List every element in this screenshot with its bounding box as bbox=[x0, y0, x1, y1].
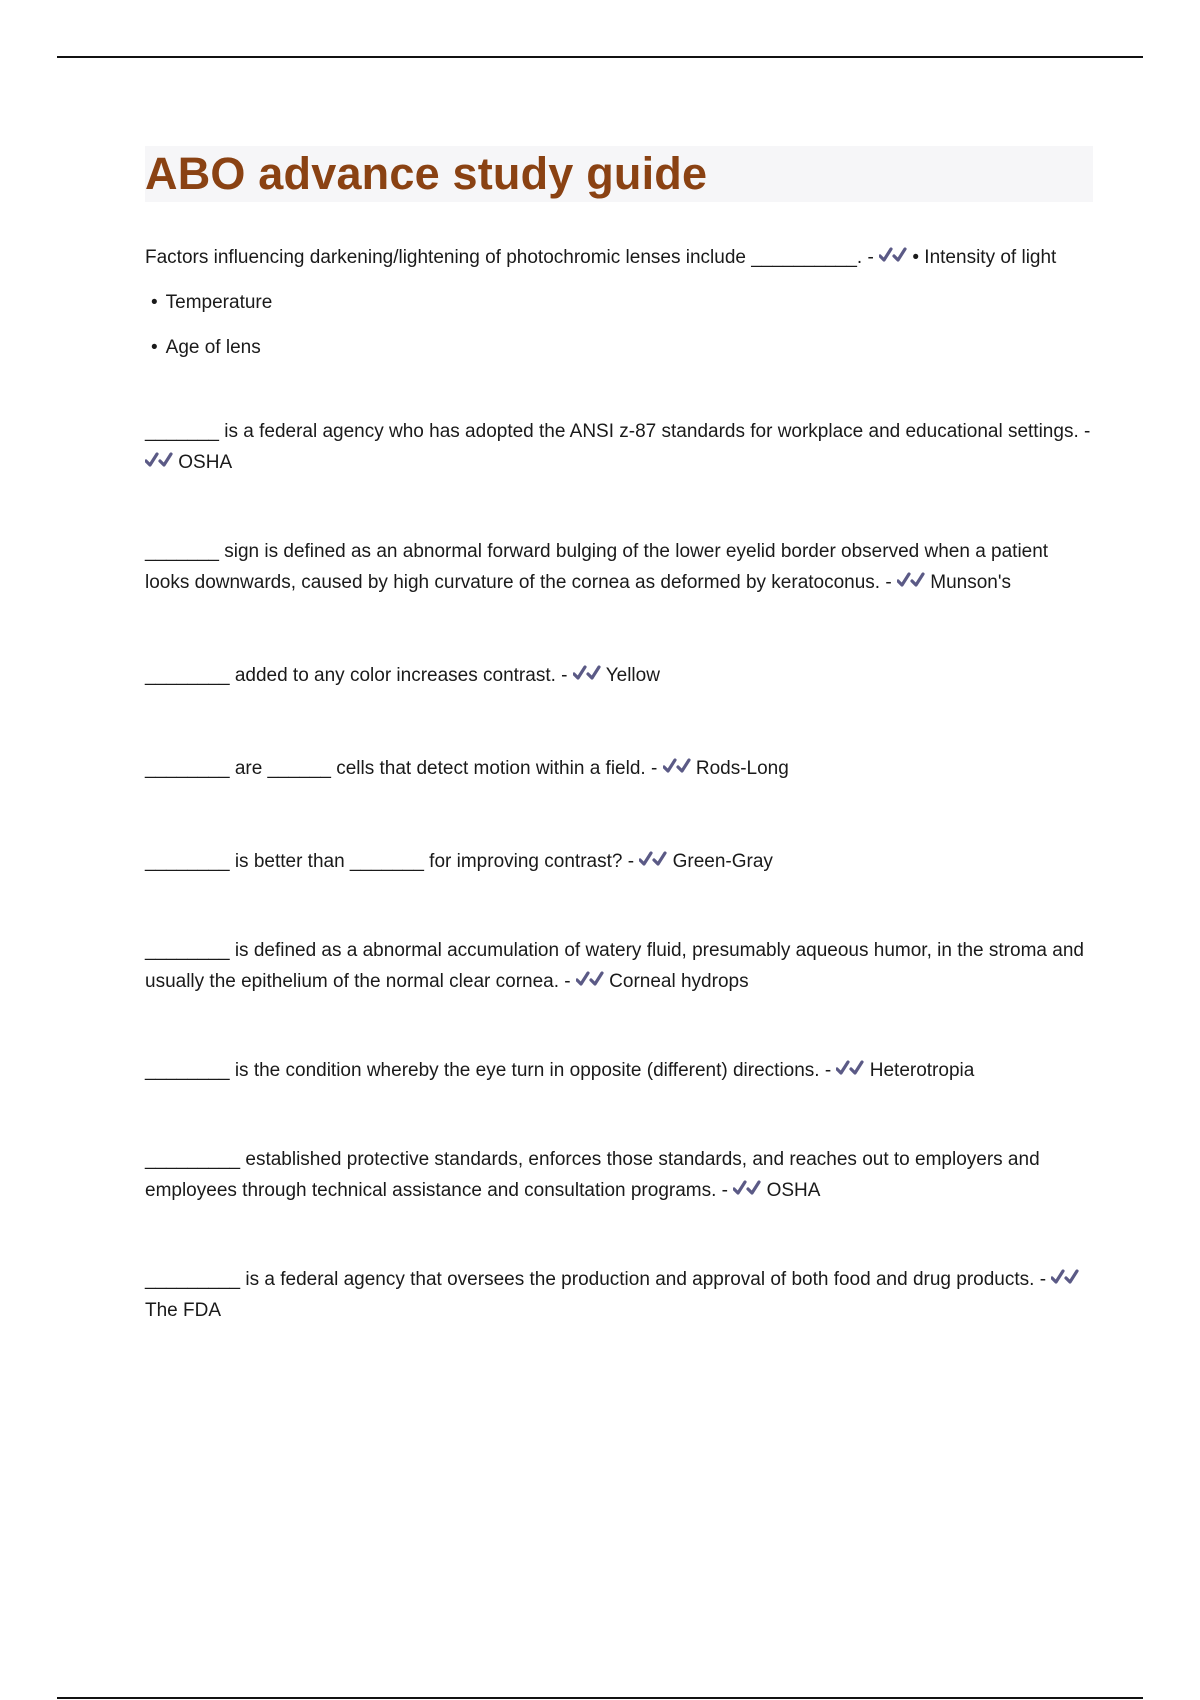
document-body bbox=[145, 146, 1093, 1326]
check-mark-icon bbox=[836, 1059, 864, 1079]
qa-item-9 bbox=[145, 1144, 1093, 1206]
bullet-dot-icon: • bbox=[151, 337, 158, 358]
qa-item-7 bbox=[145, 935, 1093, 997]
qa-item-6 bbox=[145, 846, 1093, 877]
question-text: _______ sign is defined as an abnormal forward bulging of the lower eyelid border observed when a patient looks downwards, caused by high curvature of the cornea as deformed by keratoconus. - bbox=[145, 541, 1049, 593]
check-mark-icon bbox=[576, 970, 604, 990]
header-rule bbox=[57, 56, 1143, 58]
answer-text: Yellow bbox=[605, 665, 660, 686]
question-text: ________ are ______ cells that detect motion within a field. - bbox=[145, 758, 658, 779]
bullet-text: Temperature bbox=[165, 292, 273, 313]
qa-text bbox=[145, 1144, 1093, 1206]
answer-text: Rods-Long bbox=[695, 758, 789, 779]
qa-item-8 bbox=[145, 1055, 1093, 1086]
check-mark-icon bbox=[573, 664, 601, 684]
question-text: ________ is better than _______ for improving contrast? - bbox=[145, 851, 635, 872]
qa-text bbox=[145, 242, 1093, 273]
answer-text: Corneal hydrops bbox=[609, 971, 749, 992]
page-title: ABO advance study guide bbox=[145, 148, 708, 199]
qa-text bbox=[145, 1055, 1093, 1086]
answer-text: Green-Gray bbox=[672, 851, 773, 872]
bullet-item bbox=[151, 332, 1093, 363]
footer-rule bbox=[57, 1697, 1143, 1699]
qa-item-5 bbox=[145, 753, 1093, 784]
check-mark-icon bbox=[1051, 1268, 1079, 1288]
bullet-item bbox=[151, 287, 1093, 318]
qa-text bbox=[145, 846, 1093, 877]
check-mark-icon bbox=[879, 246, 907, 266]
check-mark-icon bbox=[663, 757, 691, 777]
check-mark-icon bbox=[145, 451, 173, 471]
qa-item-1 bbox=[145, 242, 1093, 363]
qa-text bbox=[145, 536, 1093, 598]
answer-text: OSHA bbox=[766, 1180, 821, 1201]
qa-text bbox=[145, 753, 1093, 784]
bullet-dot-icon: • bbox=[151, 292, 158, 313]
answer-text: • Intensity of light bbox=[912, 247, 1057, 268]
question-text: ________ is defined as a abnormal accumulation of watery fluid, presumably aqueous humor, in the stroma and usually the epithelium of the normal clear cornea. - bbox=[145, 940, 1084, 992]
question-text: ________ added to any color increases contrast. - bbox=[145, 665, 568, 686]
qa-item-3 bbox=[145, 536, 1093, 598]
answer-text: Munson's bbox=[930, 572, 1011, 593]
qa-text bbox=[145, 935, 1093, 997]
check-mark-icon bbox=[897, 571, 925, 591]
qa-text bbox=[145, 1264, 1093, 1326]
bullet-text: Age of lens bbox=[165, 337, 261, 358]
question-text: _______ is a federal agency who has adopted the ANSI z-87 standards for workplace and educational settings. - bbox=[145, 421, 1091, 442]
answer-text: Heterotropia bbox=[869, 1060, 975, 1081]
question-text: Factors influencing darkening/lightening of photochromic lenses include __________. - bbox=[145, 247, 874, 268]
qa-item-4 bbox=[145, 660, 1093, 691]
qa-text bbox=[145, 416, 1093, 478]
question-text: _________ established protective standards, enforces those standards, and reaches out to employers and employees through technical assistance and consultation programs. - bbox=[145, 1149, 1040, 1201]
title-band bbox=[145, 146, 1093, 202]
qa-item-2 bbox=[145, 416, 1093, 478]
answer-text: The FDA bbox=[145, 1300, 222, 1321]
qa-text bbox=[145, 660, 1093, 691]
check-mark-icon bbox=[733, 1179, 761, 1199]
question-text: ________ is the condition whereby the eye turn in opposite (different) directions. - bbox=[145, 1060, 832, 1081]
check-mark-icon bbox=[639, 850, 667, 870]
answer-text: OSHA bbox=[178, 452, 233, 473]
qa-item-10 bbox=[145, 1264, 1093, 1326]
question-text: _________ is a federal agency that oversees the production and approval of both food and drug products. - bbox=[145, 1269, 1047, 1290]
